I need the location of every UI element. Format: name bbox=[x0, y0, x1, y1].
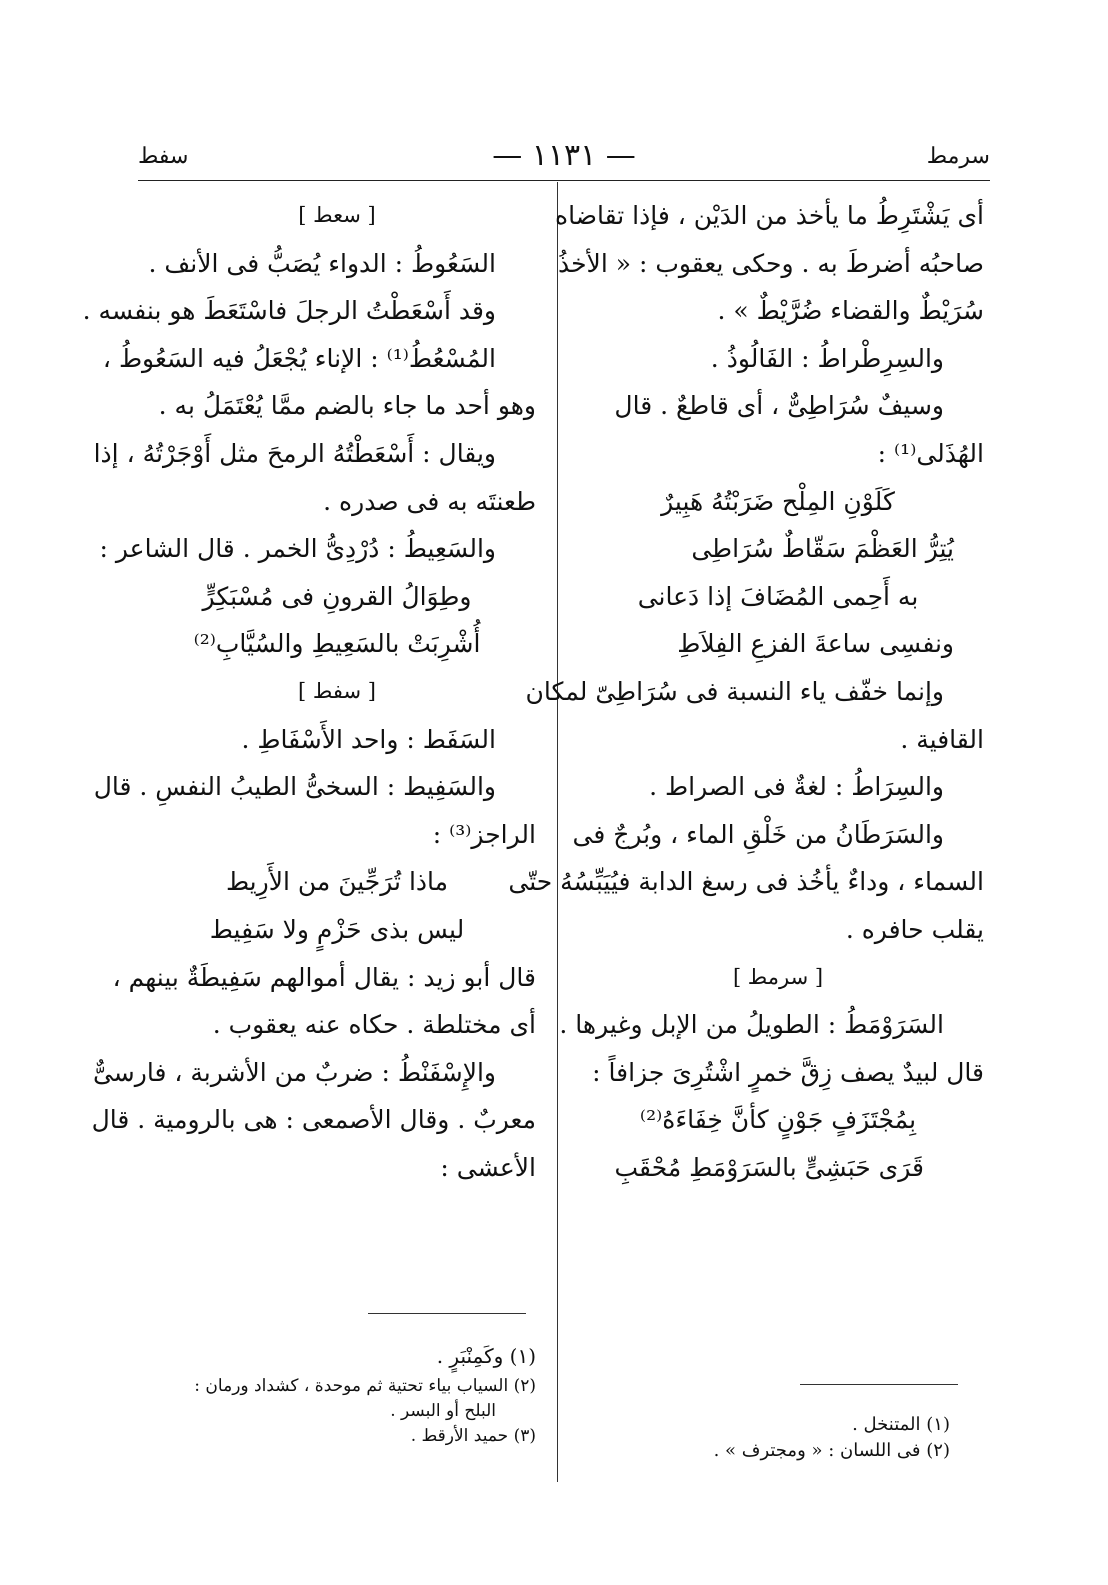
verse-line: ونفسِى ساعةَ الفزعِ الفِلاَطِ bbox=[677, 629, 954, 659]
text-line: والسَرَطَانُ من خَلْقِ الماء ، وبُرجٌ فى bbox=[572, 819, 944, 849]
header-root-right: سرمط bbox=[926, 144, 990, 169]
text-line: طعنتَه به فى صدره . bbox=[323, 486, 536, 516]
verse-line: أُشْرِبَتْ بالسَعِيطِ والسُيَّابِ⁽²⁾ bbox=[193, 629, 481, 659]
verse-line: به أَحِمى المُضَافَ إذا دَعانى bbox=[637, 581, 919, 611]
footnote-line: (٢) السياب بياء تحتية ثم موحدة ، كشداد ورمان : bbox=[194, 1376, 536, 1396]
text-line: السماء ، وداءٌ يأخُذ فى رسغ الدابة فيُيَبِّسُهُ حتّى bbox=[508, 867, 984, 897]
text-line: والسَعِيطُ : دُرْدِىُّ الخمر . قال الشاعر : bbox=[99, 534, 496, 564]
text-line: أى مختلطة . حكاه عنه يعقوب . bbox=[212, 1010, 536, 1040]
verse-line: ليس بذى حَزْمٍ ولا سَفِيط bbox=[209, 914, 465, 944]
text-line: قال لبيدٌ يصف زِقَّ خمرٍ اشْتُرِىَ جزافاً : bbox=[592, 1057, 984, 1087]
text-line: صاحبُه أضرطَ به . وحكى يعقوب : « الأخذُ bbox=[557, 248, 984, 278]
text-line: والسِرِطْراطُ : الفَالُوذُ . bbox=[710, 343, 944, 373]
text-line: السَفَط : واحد الأَسْفَاطِ . bbox=[241, 724, 496, 754]
left-column bbox=[82, 192, 536, 1191]
footnote-line: (٢) فى اللسان : « ومجترف » . bbox=[713, 1440, 950, 1461]
text-line: السَعُوطُ : الدواء يُصَبُّ فى الأنف . bbox=[148, 248, 496, 278]
footnote-line: (٣) حميد الأرقط . bbox=[410, 1426, 536, 1446]
text-line: المُسْعُطُ⁽¹⁾ : الإناء يُجْعَلُ فيه السَعُوطُ ، bbox=[102, 343, 496, 373]
verse-line: يُتِرُّ العَظْمَ سَقّاطٌ سُرَاطِى bbox=[691, 534, 954, 564]
text-line: أى يَشْتَرِطُ ما يأخذ من الدَيْن ، فإذا تقاضاه bbox=[555, 201, 984, 230]
footnote-line: (١) وكَمِنْبَرٍ . bbox=[436, 1344, 536, 1368]
verse-line: وطِوَالُ القرونِ فى مُسْبَكِرٍّ bbox=[202, 581, 472, 611]
text-line: سُرَيْطٌ والقضاء ضُرَّيْطٌ » . bbox=[717, 296, 984, 326]
text-line: والإِسْفَنْطُ : ضربٌ من الأشربة ، فارسىٌّ bbox=[92, 1057, 496, 1087]
page-header bbox=[138, 138, 990, 178]
text-line: ويقال : أَسْعَطْتُهُ الرمحَ مثل أَوْجَرْتُهُ ، إذا bbox=[93, 438, 496, 468]
verse-line: كَلَوْنِ المِلْح ضَرَبْتُهُ هَبِيرٌ bbox=[661, 486, 895, 516]
text-line: والسَفِيط : السخىُّ الطيبُ النفسِ . قال bbox=[93, 772, 496, 802]
text-line: والسِرَاطُ : لغةٌ فى الصراط . bbox=[649, 772, 944, 802]
verse-line: قَرَى حَبَشِىٍّ بالسَرَوْمَطِ مُحْقَبِ bbox=[614, 1152, 924, 1182]
page-number: — ١١٣١ — bbox=[492, 138, 636, 173]
text-line: وسيفٌ سُرَاطِىٌّ ، أى قاطعٌ . قال bbox=[614, 391, 944, 421]
entry-heading: [ سرمط ] bbox=[732, 964, 824, 989]
footnote-rule bbox=[368, 1313, 526, 1314]
footnote-line: (١) المتنخل . bbox=[852, 1414, 950, 1435]
text-line: الهُذَلى⁽¹⁾ : bbox=[877, 438, 984, 468]
verse-line: بِمُجْتَزَفٍ جَوْنٍ كأنَّ خِفَاءَهُ⁽²⁾ bbox=[639, 1105, 917, 1135]
text-line: يقلب حافره . bbox=[845, 914, 984, 944]
text-line: وهو أحد ما جاء بالضم ممَّا يُعْتَمَلُ به . bbox=[158, 391, 536, 421]
right-column bbox=[508, 192, 984, 1191]
column-divider bbox=[557, 182, 558, 1482]
text-line: الأعشى : bbox=[440, 1152, 536, 1182]
text-line: السَرَوْمَطُ : الطويلُ من الإبل وغيرها . bbox=[559, 1010, 944, 1040]
left-footnotes bbox=[194, 1338, 536, 1449]
right-footnotes bbox=[714, 1412, 950, 1464]
footnote-line: البلح أو البسر . bbox=[390, 1401, 496, 1421]
entry-heading: [ سفط ] bbox=[298, 678, 376, 703]
text-line: وقد أَسْعَطْتُ الرجلَ فاسْتَعَطَ هو بنفسه . bbox=[82, 296, 496, 326]
text-line: الراجز⁽³⁾ : bbox=[432, 819, 536, 849]
verse-line: ماذا تُرَجِّينَ من الأَرِيط bbox=[225, 867, 449, 897]
text-line: معربٌ . وقال الأصمعى : هى بالرومية . قال bbox=[91, 1105, 536, 1135]
header-rule bbox=[138, 180, 990, 181]
text-line: القافية . bbox=[900, 724, 984, 754]
footnote-rule bbox=[800, 1384, 958, 1385]
entry-heading: [ سعط ] bbox=[298, 203, 376, 227]
text-line: وإنما خفّف ياء النسبة فى سُرَاطِىّ لمكان bbox=[525, 676, 944, 706]
text-line: قال أبو زيد : يقال أموالهم سَفِيطَةٌ بينهم ، bbox=[112, 962, 536, 992]
header-root-left: سفط bbox=[138, 144, 189, 169]
